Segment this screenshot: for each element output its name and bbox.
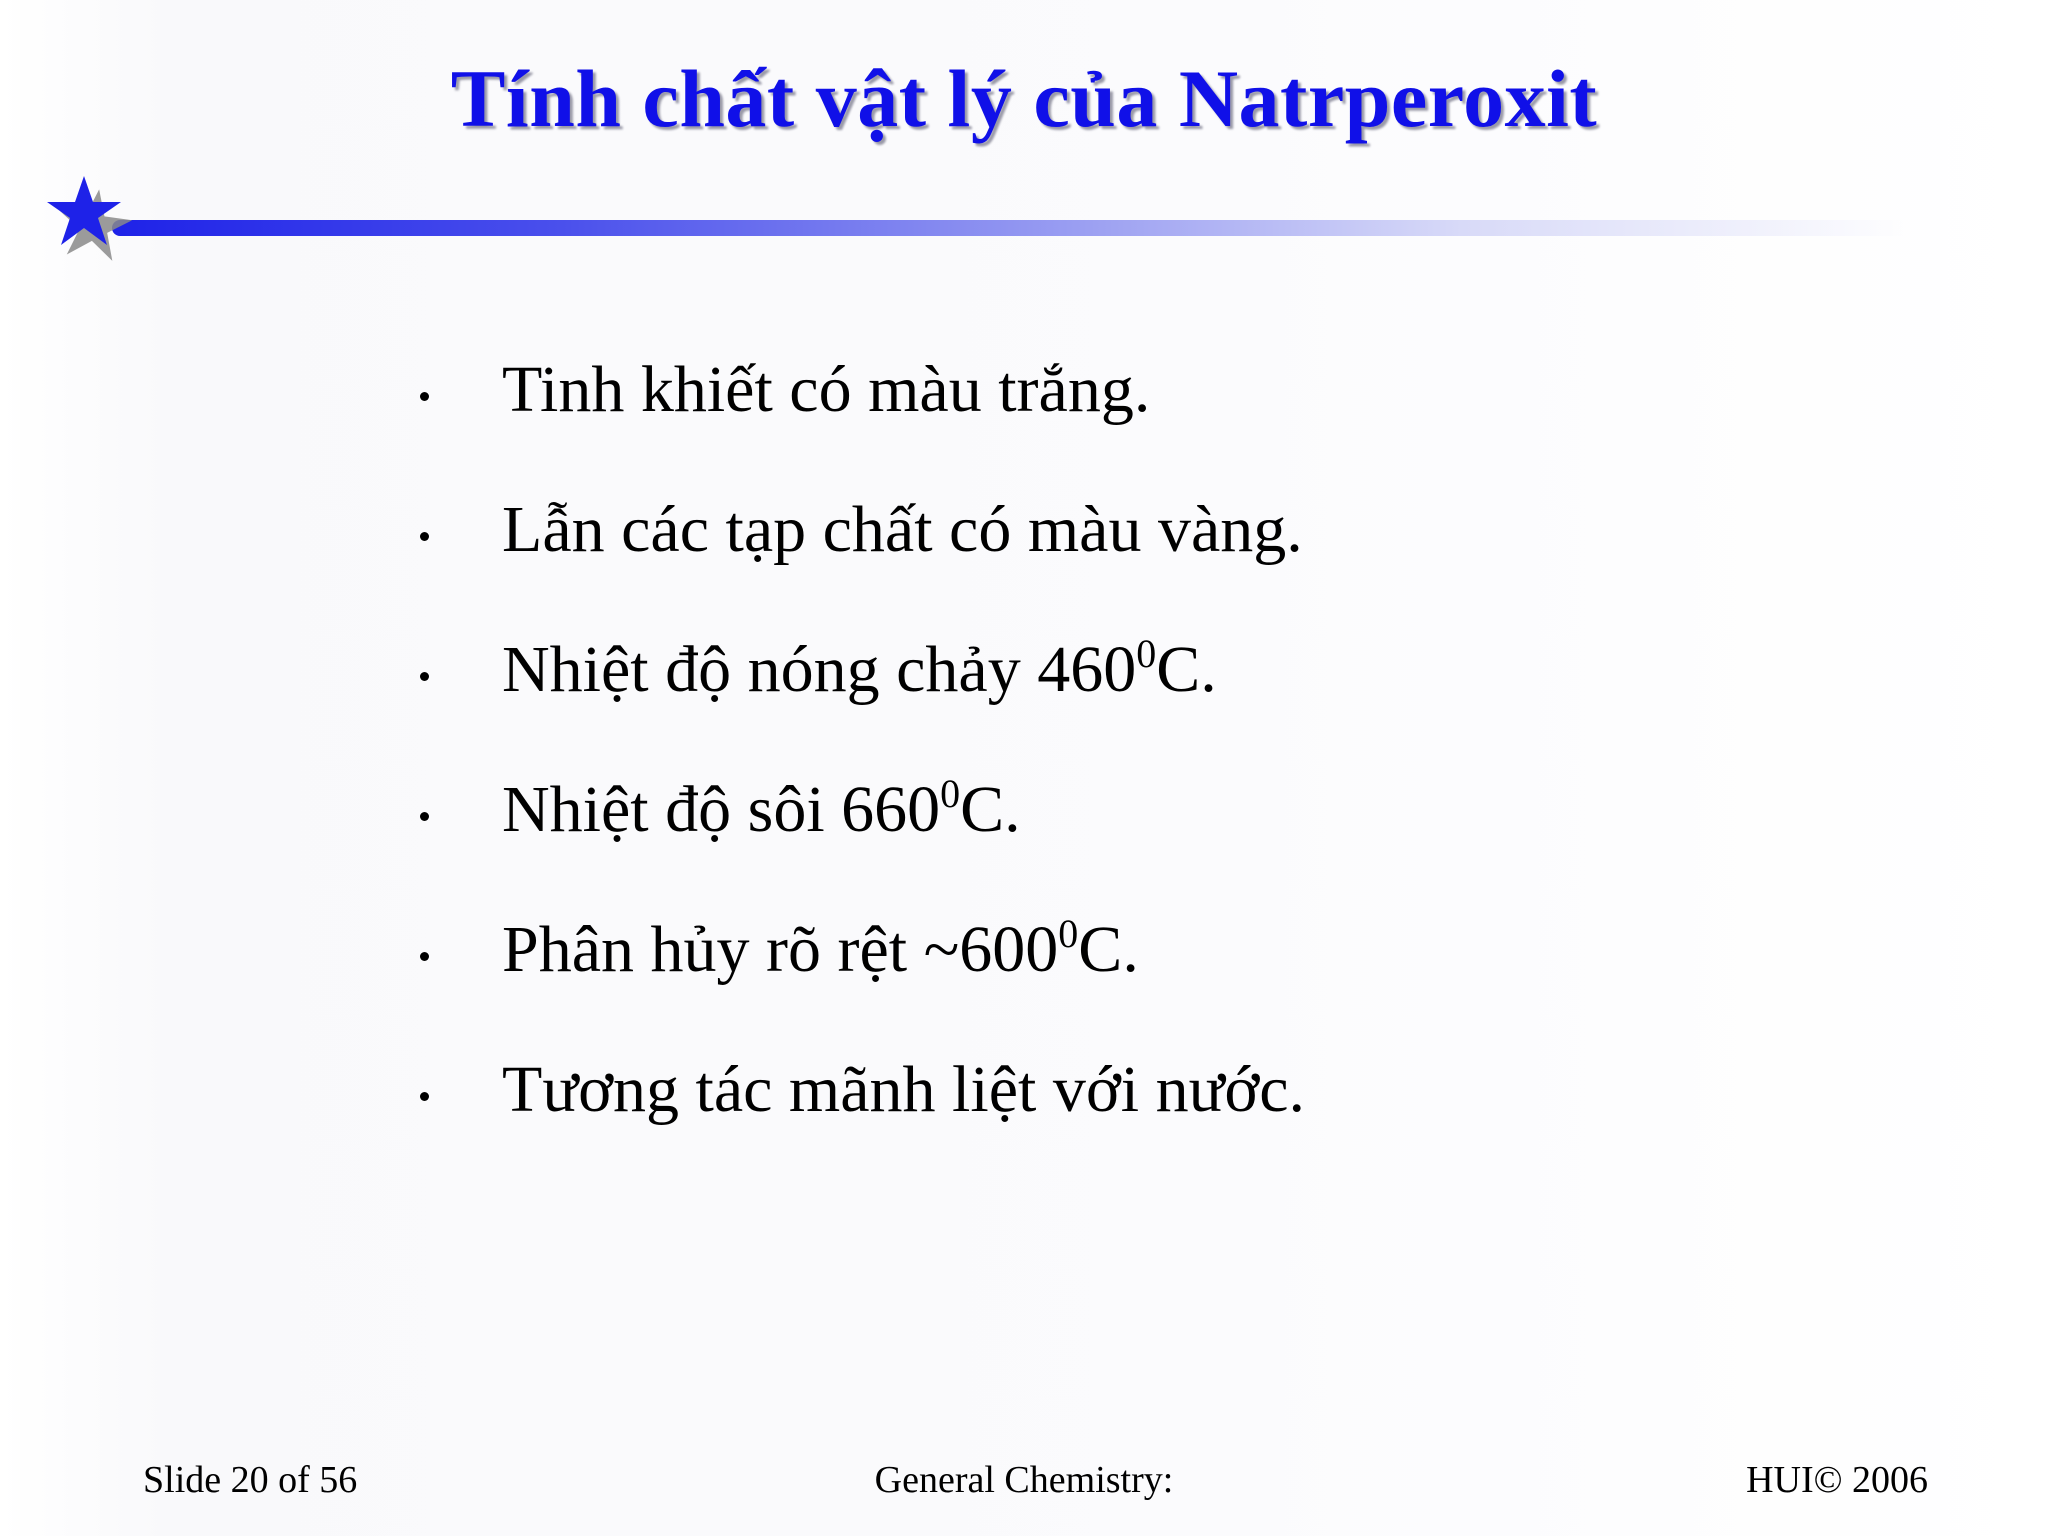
bullet-icon [420, 532, 429, 541]
bullet-icon [420, 392, 429, 401]
bullet-text: Phân hủy rõ rệt $\sim 600^0C$. [502, 911, 1139, 986]
bullet-icon [420, 672, 429, 681]
slide-title: Tính chất vật lý của Natrperoxit [450, 53, 1598, 144]
bullet-text: Lẫn các tạp chất có màu vàng. [502, 493, 1303, 566]
course-name: General Chemistry: [874, 1459, 1174, 1501]
bullet-text: Nhiệt độ nóng chảy $460^0C$. [502, 631, 1217, 706]
title-divider-line [112, 220, 1912, 236]
star-icon [44, 172, 134, 262]
list-item [420, 740, 1305, 880]
slide-number: Slide 20 of 56 [143, 1459, 358, 1501]
bullet-icon [420, 952, 429, 961]
list-item [420, 320, 1305, 460]
bullet-text: Tinh khiết có màu trắng. [502, 353, 1151, 426]
bullet-list [420, 320, 1305, 1160]
list-item [420, 600, 1305, 740]
list-item [420, 460, 1305, 600]
copyright: HUI© 2006 [1746, 1459, 1928, 1501]
bullet-icon [420, 812, 429, 821]
list-item [420, 880, 1305, 1020]
bullet-icon [420, 1092, 429, 1101]
bullet-text: Tương tác mãnh liệt với nước. [502, 1053, 1306, 1126]
bullet-text: Nhiệt độ sôi $660^0C$. [502, 771, 1021, 846]
list-item [420, 1020, 1305, 1160]
